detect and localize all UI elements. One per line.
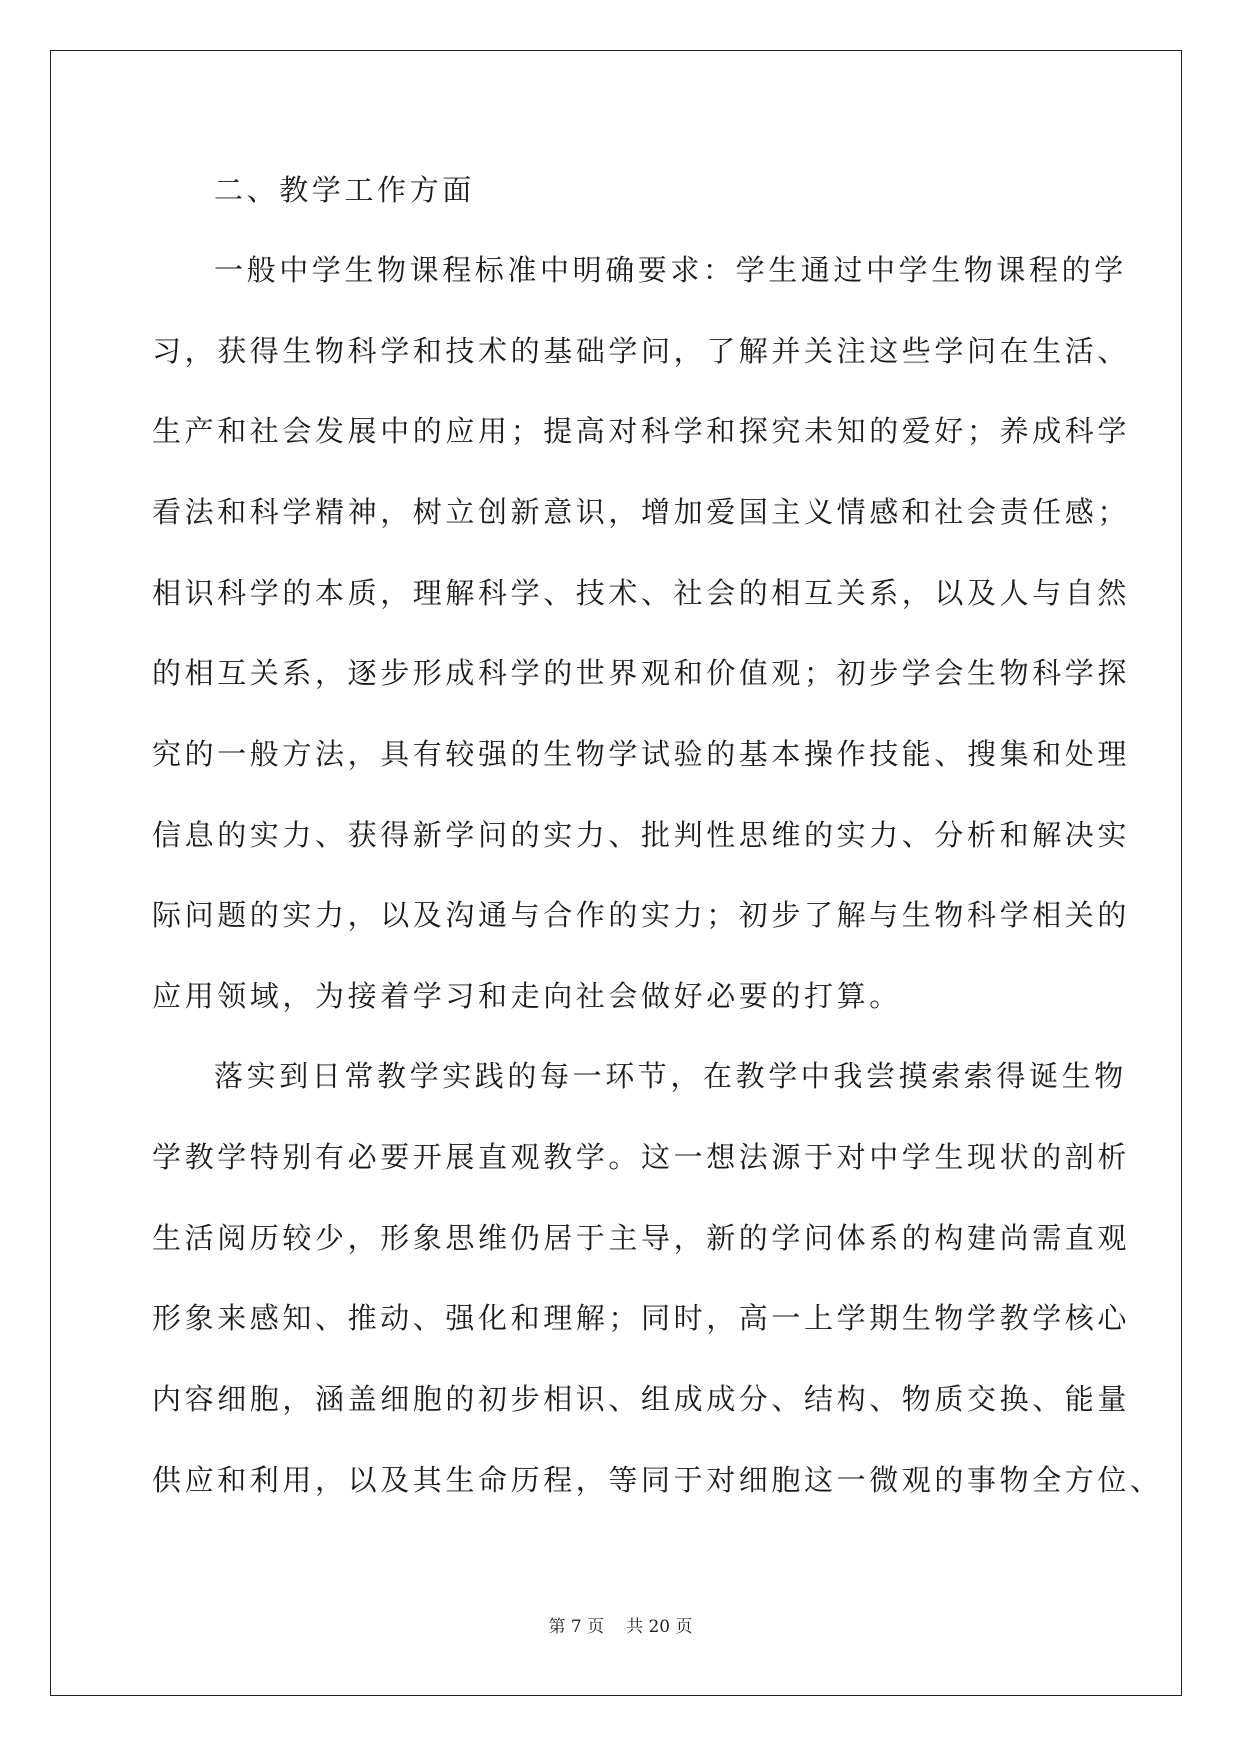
paragraph-line: 一般中学生物课程标准中明确要求：学生通过中学生物课程的学	[214, 253, 1127, 287]
paragraph-line: 生产和社会发展中的应用；提高对科学和探究未知的爱好；养成科学	[152, 414, 1131, 448]
paragraph-line: 究的一般方法，具有较强的生物学试验的基本操作技能、搜集和处理	[152, 737, 1131, 771]
page-border	[50, 50, 1182, 1696]
paragraph-line: 生活阅历较少，形象思维仍居于主导，新的学问体系的构建尚需直观	[152, 1221, 1131, 1255]
paragraph-line: 供应和利用，以及其生命历程，等同于对细胞这一微观的事物全方位、	[152, 1463, 1163, 1497]
paragraph-line: 形象来感知、推动、强化和理解；同时，高一上学期生物学教学核心	[152, 1301, 1131, 1335]
paragraph-line: 的相互关系，逐步形成科学的世界观和价值观；初步学会生物科学探	[152, 656, 1131, 690]
paragraph-line: 学教学特别有必要开展直观教学。这一想法源于对中学生现状的剖析	[152, 1140, 1131, 1174]
paragraph-line: 落实到日常教学实践的每一环节，在教学中我尝摸索索得诞生物	[214, 1059, 1127, 1093]
section-heading: 二、教学工作方面	[214, 173, 475, 207]
paragraph-line: 看法和科学精神，树立创新意识，增加爱国主义情感和社会责任感；	[152, 495, 1131, 529]
paragraph-line: 际问题的实力，以及沟通与合作的实力；初步了解与生物科学相关的	[152, 898, 1131, 932]
paragraph-line: 内容细胞，涵盖细胞的初步相识、组成成分、结构、物质交换、能量	[152, 1382, 1131, 1416]
paragraph-line: 应用领域，为接着学习和走向社会做好必要的打算。	[152, 979, 902, 1013]
page-footer	[0, 1612, 1241, 1637]
paragraph-line: 习，获得生物科学和技术的基础学问，了解并关注这些学问在生活、	[152, 334, 1131, 368]
page-total: 共 20 页	[626, 1617, 693, 1637]
page-number: 第 7 页	[548, 1617, 605, 1637]
paragraph-line: 信息的实力、获得新学问的实力、批判性思维的实力、分析和解决实	[152, 818, 1131, 852]
paragraph-line: 相识科学的本质，理解科学、技术、社会的相互关系，以及人与自然	[152, 576, 1131, 610]
